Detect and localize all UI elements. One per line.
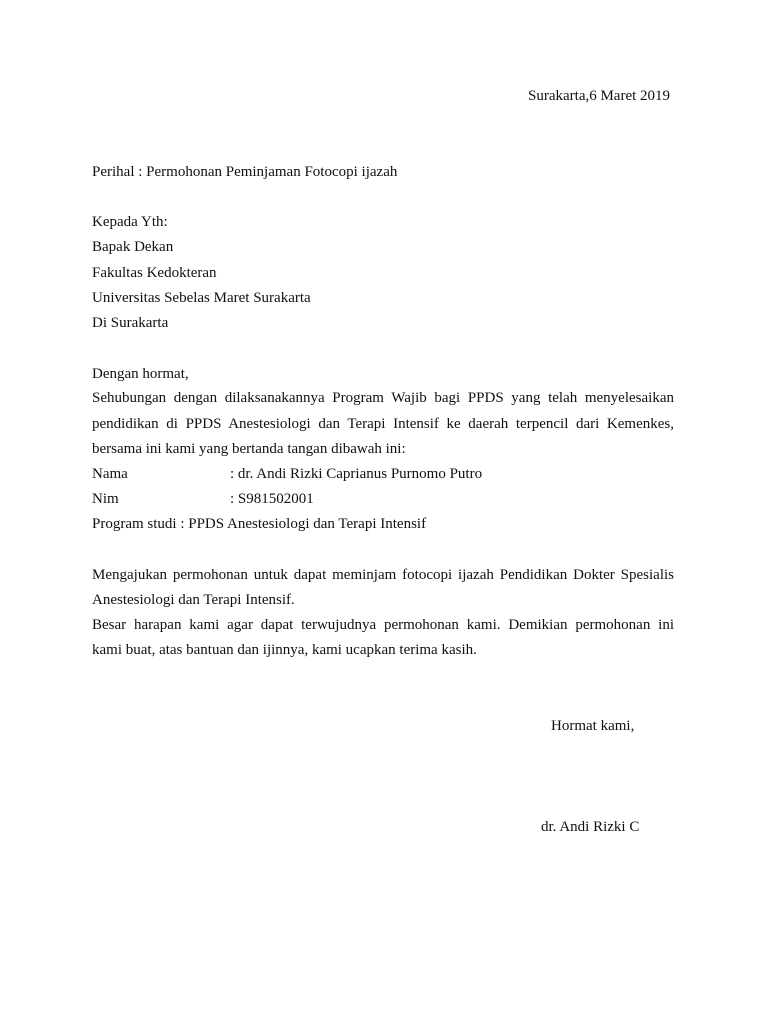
signature-name: dr. Andi Rizki C: [541, 819, 640, 835]
recipient-line-5: Di Surakarta: [92, 315, 169, 331]
intro-line-2: pendidikan di PPDS Anestesiologi dan Terapi Intensif ke daerah terpencil dari Kemenkes,: [92, 416, 674, 432]
body-line-4: kami buat, atas bantuan dan ijinnya, kami ucapkan terima kasih.: [92, 642, 477, 658]
place-date: Surakarta,6 Maret 2019: [528, 88, 671, 104]
recipient-line-3: Fakultas Kedokteran: [92, 265, 217, 281]
body-line-2: Anestesiologi dan Terapi Intensif.: [92, 592, 295, 608]
closing: Hormat kami,: [551, 718, 635, 734]
recipient-line-2: Bapak Dekan: [92, 239, 174, 255]
body-line-3: Besar harapan kami agar dapat terwujudnya permohonan kami. Demikian permohonan ini: [92, 617, 674, 633]
letter-subject: Perihal : Permohonan Peminjaman Fotocopi ijazah: [92, 164, 398, 180]
body-line-1: Mengajukan permohonan untuk dapat meminjam fotocopi ijazah Pendidikan Dokter Spesialis: [92, 567, 674, 583]
greeting: Dengan hormat,: [92, 366, 189, 382]
recipient-line-4: Universitas Sebelas Maret Surakarta: [92, 290, 311, 306]
nim-value: : S981502001: [230, 491, 314, 507]
program-studi: Program studi : PPDS Anestesiologi dan Terapi Intensif: [92, 516, 427, 532]
nim-label: Nim: [92, 491, 119, 507]
name-value: : dr. Andi Rizki Caprianus Purnomo Putro: [230, 466, 483, 482]
intro-line-1: Sehubungan dengan dilaksanakannya Program Wajib bagi PPDS yang telah menyelesaikan: [92, 390, 674, 406]
intro-line-3: bersama ini kami yang bertanda tangan dibawah ini:: [92, 441, 406, 457]
name-label: Nama: [92, 466, 128, 482]
recipient-line-1: Kepada Yth:: [92, 214, 168, 230]
